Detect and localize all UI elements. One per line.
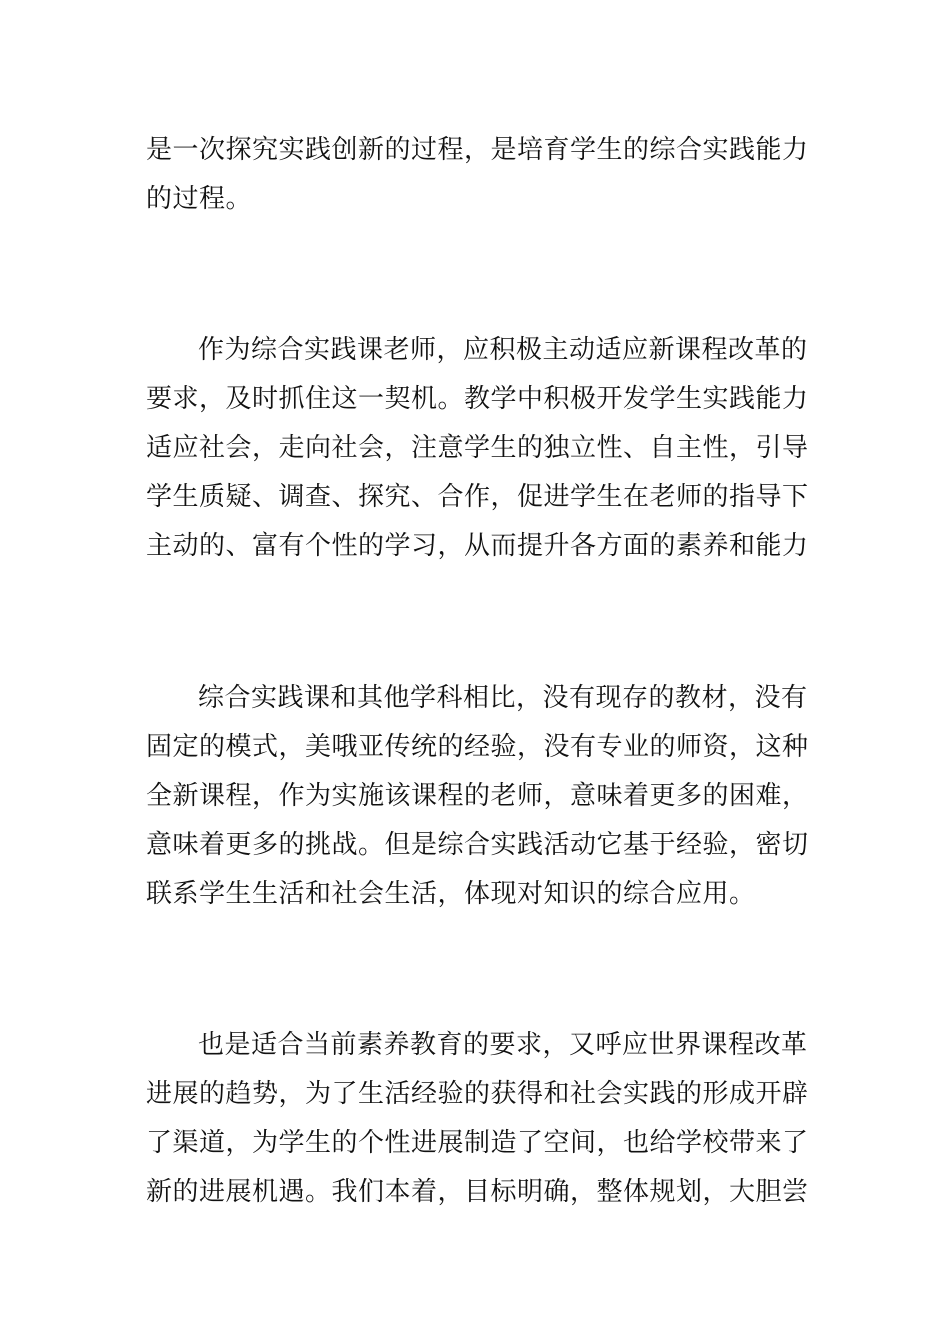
text-line: 进展的趋势，为了生活经验的获得和社会实践的形成开辟 xyxy=(146,1079,809,1109)
text-line: 综合实践课和其他学科相比，没有现存的教材，没有 xyxy=(198,683,808,713)
text-line: 新的进展机遇。我们本着，目标明确，整体规划，大胆尝 xyxy=(146,1177,809,1207)
text-line: 主动的、富有个性的学习，从而提升各方面的素养和能力 xyxy=(146,531,809,561)
paragraph-2 xyxy=(146,326,809,571)
text-line: 意味着更多的挑战。但是综合实践活动它基于经验，密切 xyxy=(146,830,809,860)
text-line: 要求，及时抓住这一契机。教学中积极开发学生实践能力 xyxy=(146,384,809,414)
text-line: 联系学生生活和社会生活，体现对知识的综合应用。 xyxy=(146,879,756,909)
text-line: 作为综合实践课老师，应积极主动适应新课程改革的 xyxy=(198,335,808,365)
text-line: 适应社会，走向社会，注意学生的独立性、自主性，引导 xyxy=(146,433,809,463)
text-line: 也是适合当前素养教育的要求，又呼应世界课程改革 xyxy=(198,1030,808,1060)
paragraph-4 xyxy=(146,1021,809,1217)
text-line: 全新课程，作为实施该课程的老师，意味着更多的困难， xyxy=(146,781,809,811)
paragraph-3 xyxy=(146,674,809,919)
text-line: 了渠道，为学生的个性进展制造了空间，也给学校带来了 xyxy=(146,1128,809,1158)
text-line: 学生质疑、调查、探究、合作，促进学生在老师的指导下 xyxy=(146,482,809,512)
paragraph-1 xyxy=(146,126,809,224)
text-line: 固定的模式，美哦亚传统的经验，没有专业的师资，这种 xyxy=(146,732,809,762)
text-line: 是一次探究实践创新的过程，是培育学生的综合实践能力 xyxy=(146,135,809,165)
text-line: 的过程。 xyxy=(146,184,253,214)
